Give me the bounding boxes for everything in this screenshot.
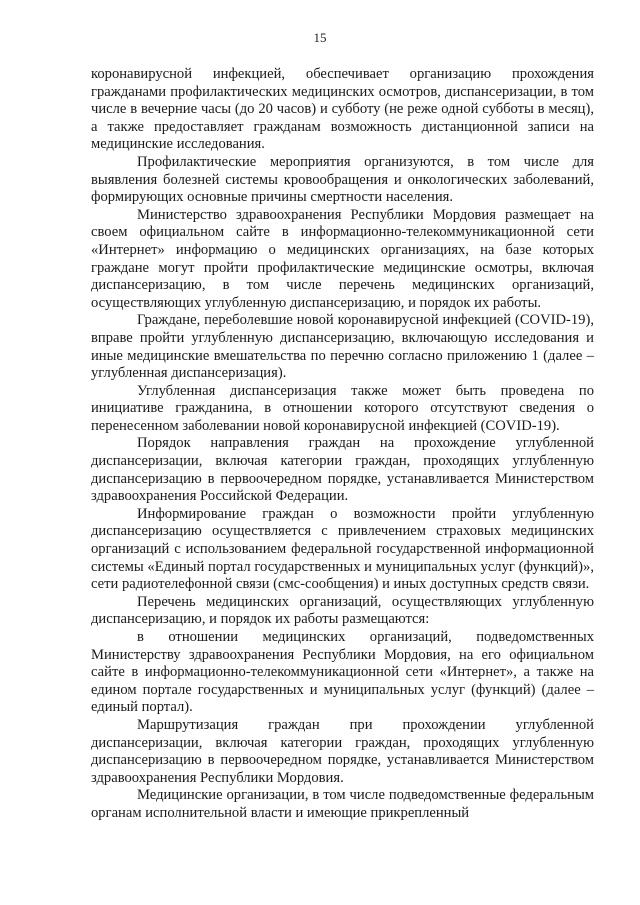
page-number: 15 bbox=[313, 30, 327, 45]
paragraph-6: Порядок направления граждан на прохождение углубленной диспансеризации, включая категории граждан, проходящих углубленную диспансеризацию в первоочередном порядке, устанавливается Министерством здравоохранения Российской Федерации. bbox=[91, 435, 594, 505]
paragraph-9: в отношении медицинских организаций, подведомственных Министерству здравоохранения Республики Мордовия, на его официальном сайте в информационно-телекоммуникационной сети «Интернет», а также на едином портале государственных и муниципальных услуг (функций) (далее – единый портал). bbox=[91, 629, 594, 716]
paragraph-11: Медицинские организации, в том числе подведомственные федеральным органам исполнительной власти и имеющие прикрепленный bbox=[91, 787, 594, 821]
paragraph-7: Информирование граждан о возможности пройти углубленную диспансеризацию осуществляется с привлечением страховых медицинских организаций с использованием федеральной государственной информационной системы «Единый портал государственных и муниципальных услуг (функций)», сети радиотелефонной связи (смс-сообщения) и иных доступных средств связи. bbox=[91, 505, 594, 593]
paragraph-4: Граждане, переболевшие новой коронавирусной инфекцией (COVID-19), вправе пройти углубленную диспансеризацию, включающую исследования и иные медицинские вмешательства по перечню согласно приложению 1 (далее – углубленная диспансеризация). bbox=[91, 312, 594, 382]
paragraph-1: коронавирусной инфекцией, обеспечивает организацию прохождения гражданами профилактических медицинских осмотров, диспансеризации, в том числе в вечерние часы (до 20 часов) и субботу (не реже одной субботы в месяц), а также предоставляет гражданам возможность дистанционной записи на медицинские исследования. bbox=[91, 66, 594, 153]
paragraph-5: Углубленная диспансеризация также может быть проведена по инициативе гражданина, в отношении которого отсутствуют сведения о перенесенном заболевании новой коронавирусной инфекцией (COVID-19). bbox=[91, 382, 594, 434]
paragraph-3: Министерство здравоохранения Республики Мордовия размещает на своем официальном сайте в информационно-телекоммуникационной сети «Интернет» информацию о медицинских организациях, на базе которых граждане могут пройти профилактические медицинские осмотры, включая диспансеризацию, в том числе перечень медицинских организаций, осуществляющих углубленную диспансеризацию, и порядок их работы. bbox=[91, 206, 594, 311]
paragraph-10: Маршрутизация граждан при прохождении углубленной диспансеризации, включая категории граждан, проходящих углубленную диспансеризацию в первоочередном порядке, устанавливается Министерством здравоохранения Республики Мордовия. bbox=[91, 716, 594, 786]
document-body bbox=[91, 66, 594, 823]
paragraph-8: Перечень медицинских организаций, осуществляющих углубленную диспансеризацию, и порядок их работы размещаются: bbox=[91, 593, 594, 628]
paragraph-2: Профилактические мероприятия организуются, в том числе для выявления болезней системы кровообращения и онкологических заболеваний, формирующих основные причины смертности населения. bbox=[91, 153, 594, 206]
